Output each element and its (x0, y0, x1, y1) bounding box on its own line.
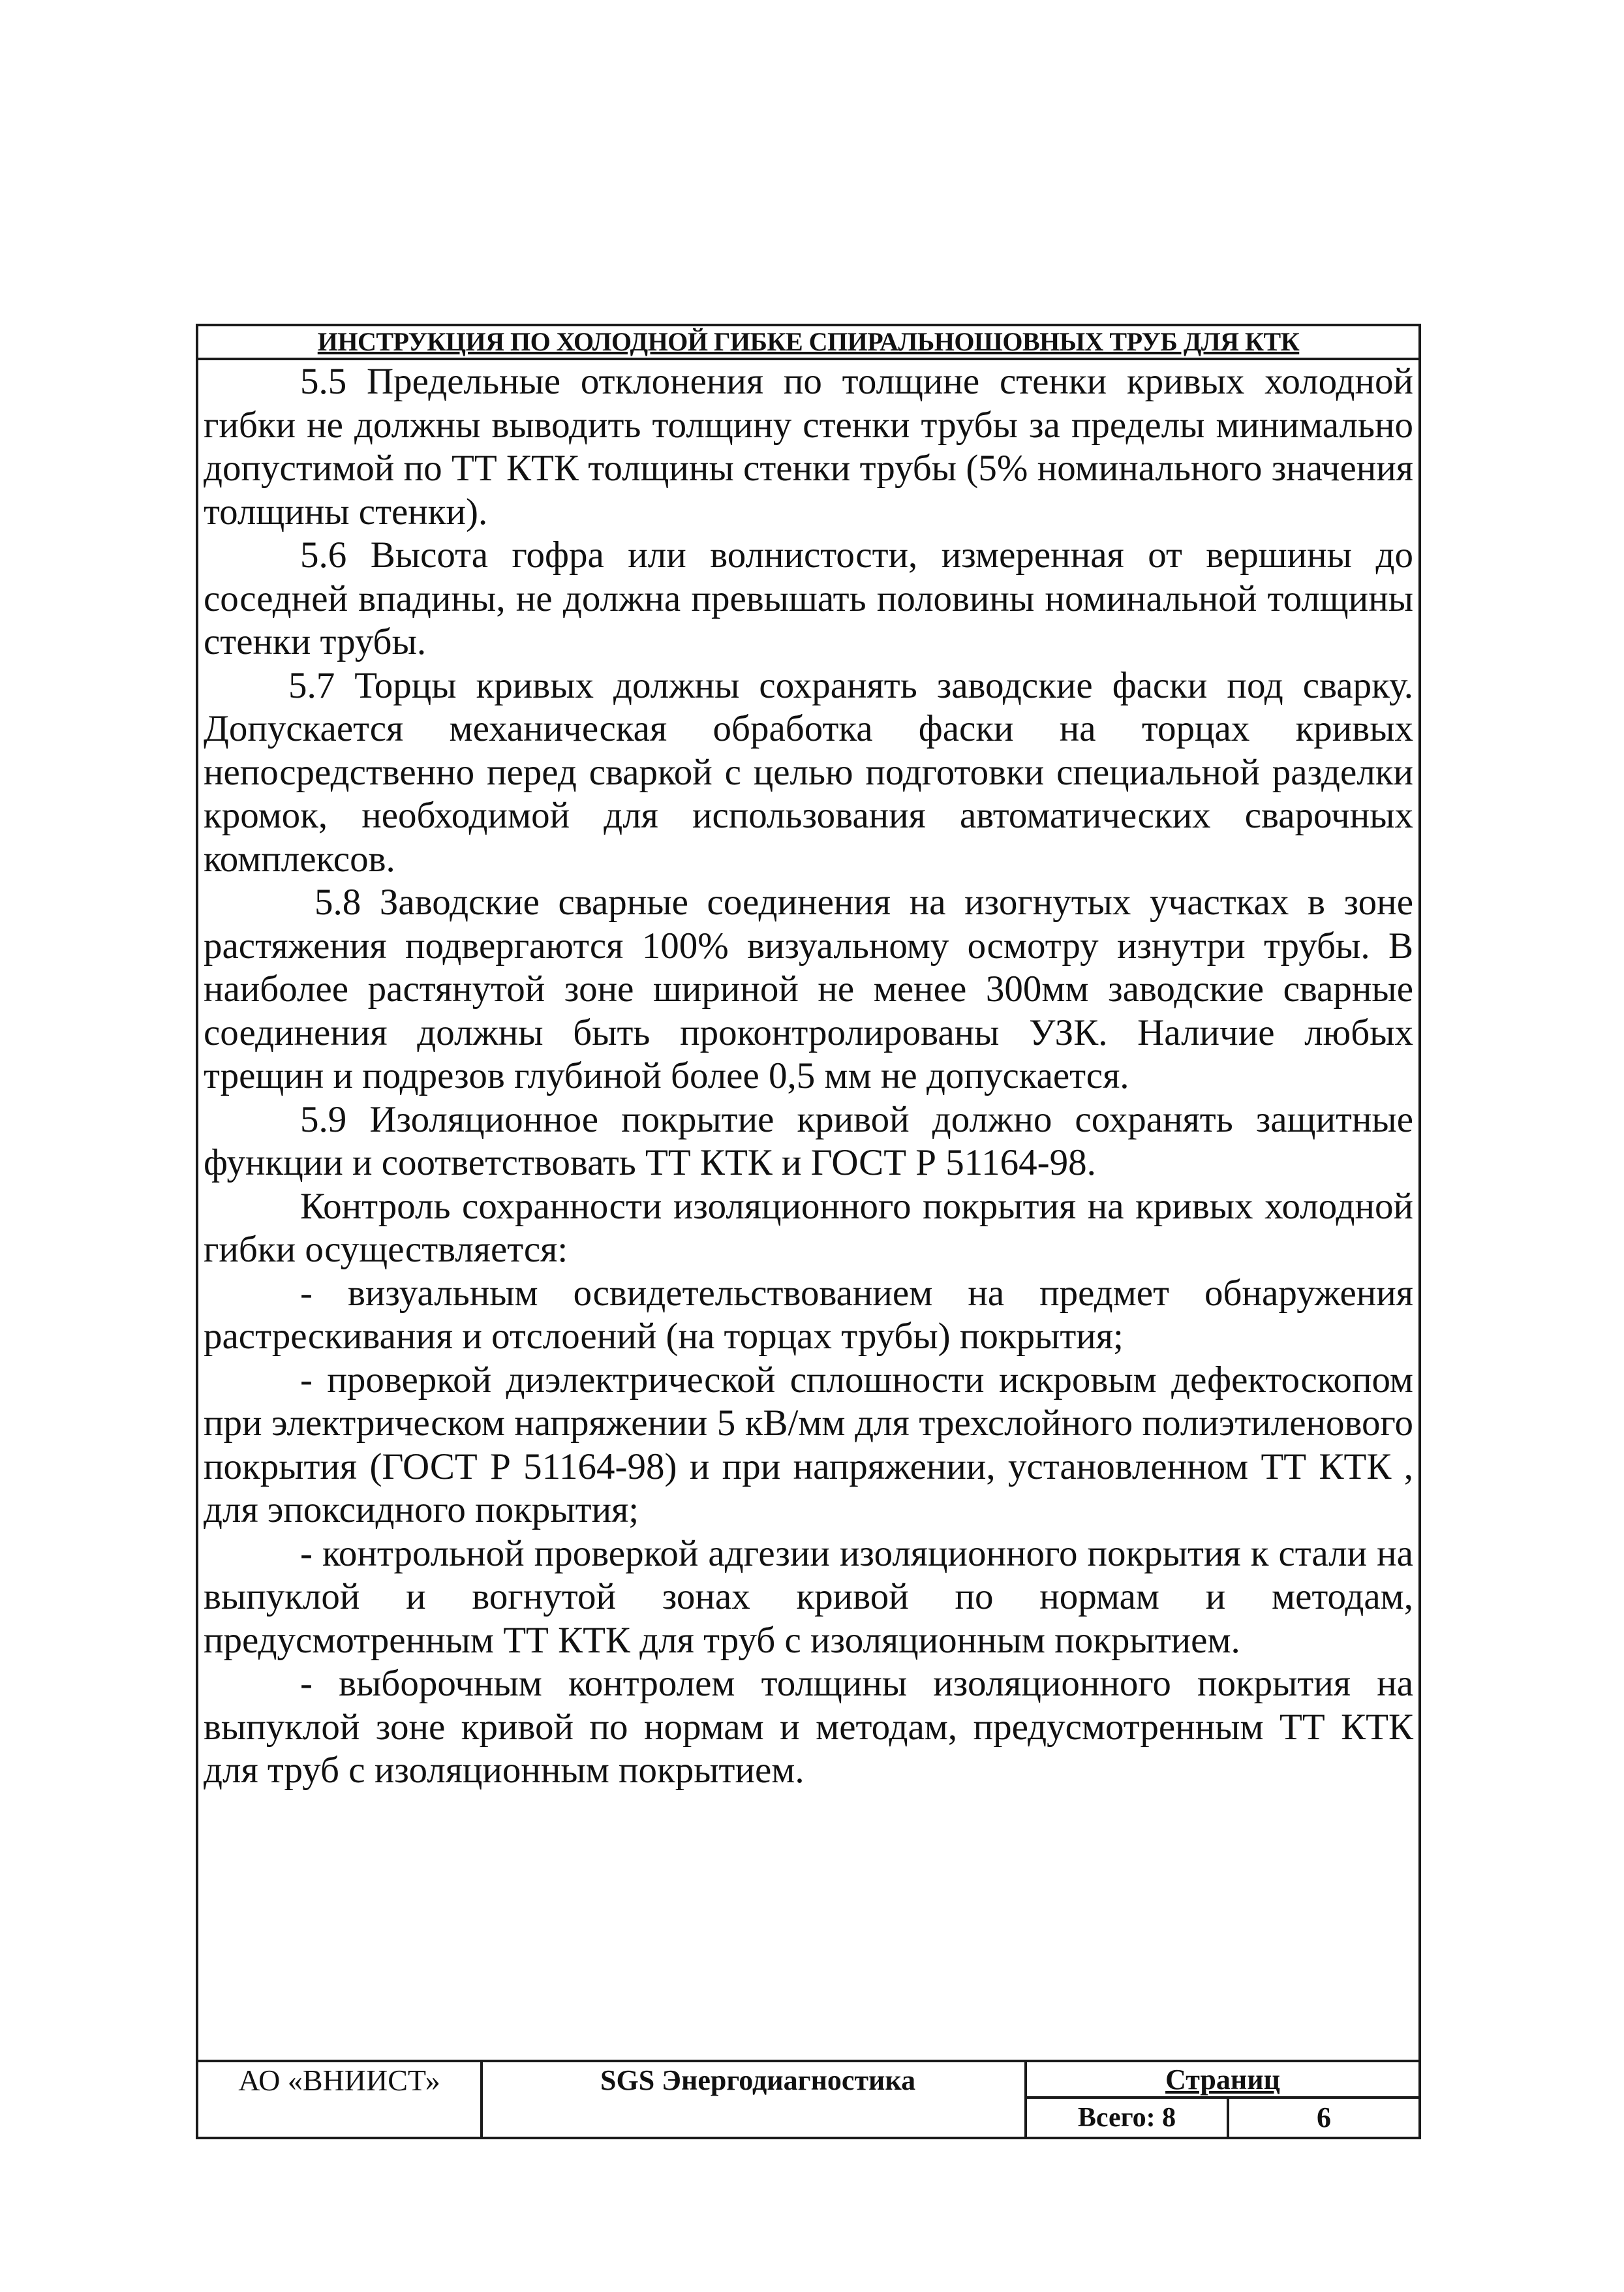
list-item-dielectric: - проверкой диэлектрической сплошности искровым дефектоскопом при электрическом напряжении 5 кВ/мм для трехслойного полиэтиленового покрытия (ГОСТ Р 51164-98) и при напряжении, установленном ТТ КТК , для эпоксидного покрытия; (204, 1359, 1413, 1530)
document-footer (198, 2060, 1418, 2137)
document-body (204, 360, 1413, 1793)
paragraph-5-6: 5.6 Высота гофра или волнистости, измеренная от вершины до соседней впадины, не должна превышать половины номинальной толщины стенки трубы. (204, 534, 1413, 662)
footer-pages-label: Страниц (1027, 2062, 1418, 2099)
paragraph-5-5: 5.5 Предельные отклонения по толщине стенки кривых холодной гибки не должны выводить толщину стенки трубы за пределы минимально допустимой по ТТ КТК толщины стенки трубы (5% номинального значения толщины стенки). (204, 361, 1413, 533)
footer-organization: АО «ВНИИСТ» (198, 2062, 483, 2137)
footer-total-pages: Всего: 8 (1027, 2099, 1229, 2137)
paragraph-5-9: 5.9 Изоляционное покрытие кривой должно сохранять защитные функции и соответствовать ТТ КТК и ГОСТ Р 51164-98. (204, 1098, 1413, 1183)
list-item-visual: - визуальным освидетельствованием на предмет обнаружения растрескивания и отслоений (на торцах трубы) покрытия; (204, 1272, 1413, 1357)
list-item-adhesion: - контрольной проверкой адгезии изоляционного покрытия к стали на выпуклой и вогнутой зонах кривой по нормам и методам, предусмотренным ТТ КТК для труб с изоляционным покрытием. (204, 1532, 1413, 1661)
paragraph-control-intro: Контроль сохранности изоляционного покрытия на кривых холодной гибки осуществляется: (204, 1185, 1413, 1270)
document-header: ИНСТРУКЦИЯ ПО ХОЛОДНОЙ ГИБКЕ СПИРАЛЬНОШОВНЫХ ТРУБ ДЛЯ КТК (198, 326, 1418, 360)
footer-page-number: 6 (1317, 2101, 1331, 2133)
paragraph-5-7: 5.7 Торцы кривых должны сохранять заводские фаски под сварку. Допускается механическая обработка фаски на торцах кривых непосредственно перед сваркой с целью подготовки специальной разделки кромок, необходимой для использования автоматических сварочных комплексов. (204, 664, 1413, 880)
list-item-thickness: - выборочным контролем толщины изоляционного покрытия на выпуклой зоне кривой по нормам и методам, предусмотренным ТТ КТК для труб с изоляционным покрытием. (204, 1663, 1413, 1791)
document-frame (196, 324, 1421, 2139)
footer-company: SGS Энергодиагностика (600, 2064, 916, 2096)
footer-pages-block (1024, 2062, 1418, 2137)
paragraph-5-8: 5.8 Заводские сварные соединения на изогнутых участках в зоне растяжения подвергаются 100% визуальному осмотру изнутри трубы. В наиболее растянутой зоне шириной не менее 300мм заводские сварные соединения должны быть проконтролированы УЗК. Наличие любых трещин и подрезов глубиной более 0,5 мм не допускается. (204, 882, 1413, 1096)
